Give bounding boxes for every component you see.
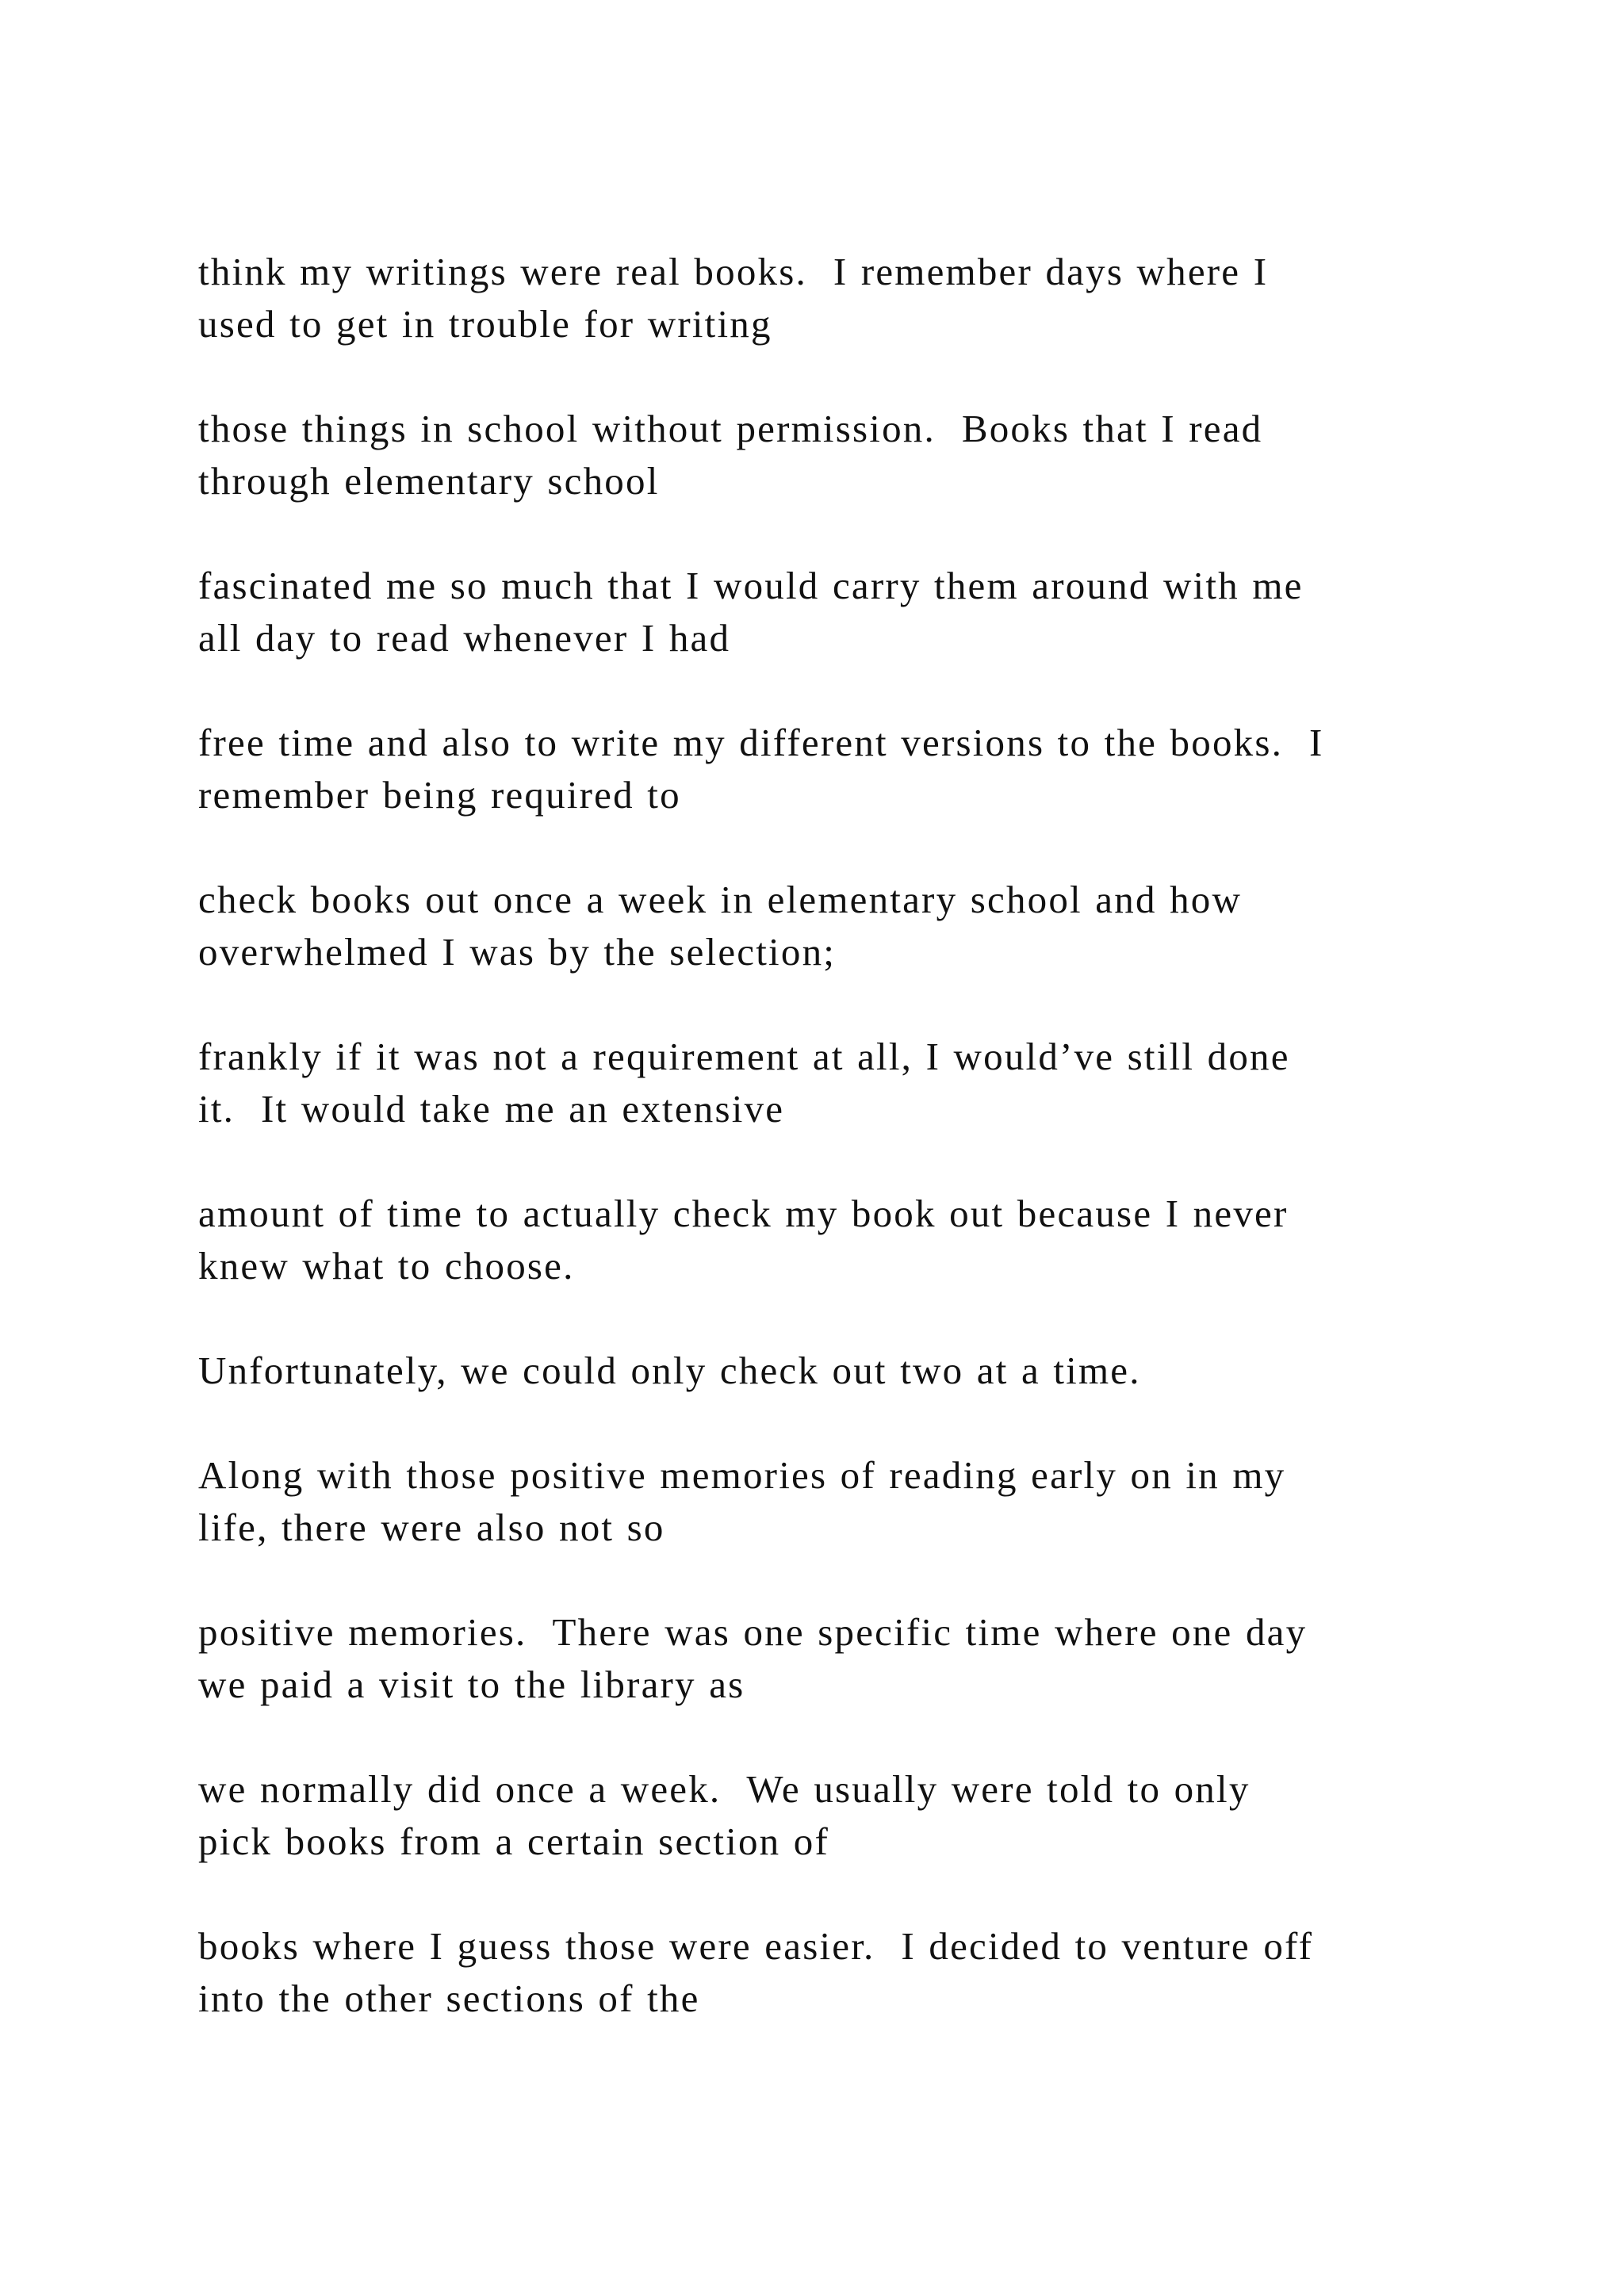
paragraph [198, 1188, 1546, 1292]
paragraph [198, 874, 1546, 978]
text-line: life, there were also not so [198, 1506, 665, 1549]
text-line: Unfortunately, we could only check out two at a time. [198, 1349, 1141, 1392]
text-line: remember being required to [198, 773, 681, 817]
text-line: knew what to choose. [198, 1244, 575, 1288]
paragraph [198, 1031, 1546, 1135]
text-line: fascinated me so much that I would carry them around with me [198, 564, 1304, 607]
paragraph [198, 1345, 1546, 1397]
text-line: pick books from a certain section of [198, 1820, 830, 1863]
text-line: used to get in trouble for writing [198, 302, 772, 346]
text-line: books where I guess those were easier. I decided to venture off [198, 1924, 1314, 1968]
text-line: think my writings were real books. I remember days where I [198, 250, 1269, 293]
paragraph [198, 1606, 1546, 1711]
body-text [198, 246, 1546, 2077]
text-line: those things in school without permission. Books that I read [198, 407, 1263, 450]
paragraph [198, 560, 1546, 664]
text-line: it. It would take me an extensive [198, 1087, 785, 1131]
text-line: amount of time to actually check my book out because I never [198, 1192, 1289, 1235]
text-line: all day to read whenever I had [198, 616, 731, 660]
text-line: we paid a visit to the library as [198, 1663, 745, 1706]
text-line: Along with those positive memories of reading early on in my [198, 1453, 1286, 1497]
paragraph [198, 403, 1546, 507]
text-line: we normally did once a week. We usually were told to only [198, 1767, 1251, 1811]
paragraph [198, 1449, 1546, 1554]
paragraph [198, 1763, 1546, 1868]
paragraph [198, 1920, 1546, 2025]
text-line: positive memories. There was one specific time where one day [198, 1610, 1308, 1654]
text-line: into the other sections of the [198, 1976, 700, 2020]
text-line: free time and also to write my different versions to the books. I [198, 721, 1324, 764]
text-line: overwhelmed I was by the selection; [198, 930, 837, 974]
text-line: check books out once a week in elementary school and how [198, 878, 1243, 921]
paragraph [198, 717, 1546, 821]
text-line: through elementary school [198, 459, 660, 503]
text-line: frankly if it was not a requirement at all, I would’ve still done [198, 1035, 1290, 1078]
paragraph [198, 246, 1546, 350]
